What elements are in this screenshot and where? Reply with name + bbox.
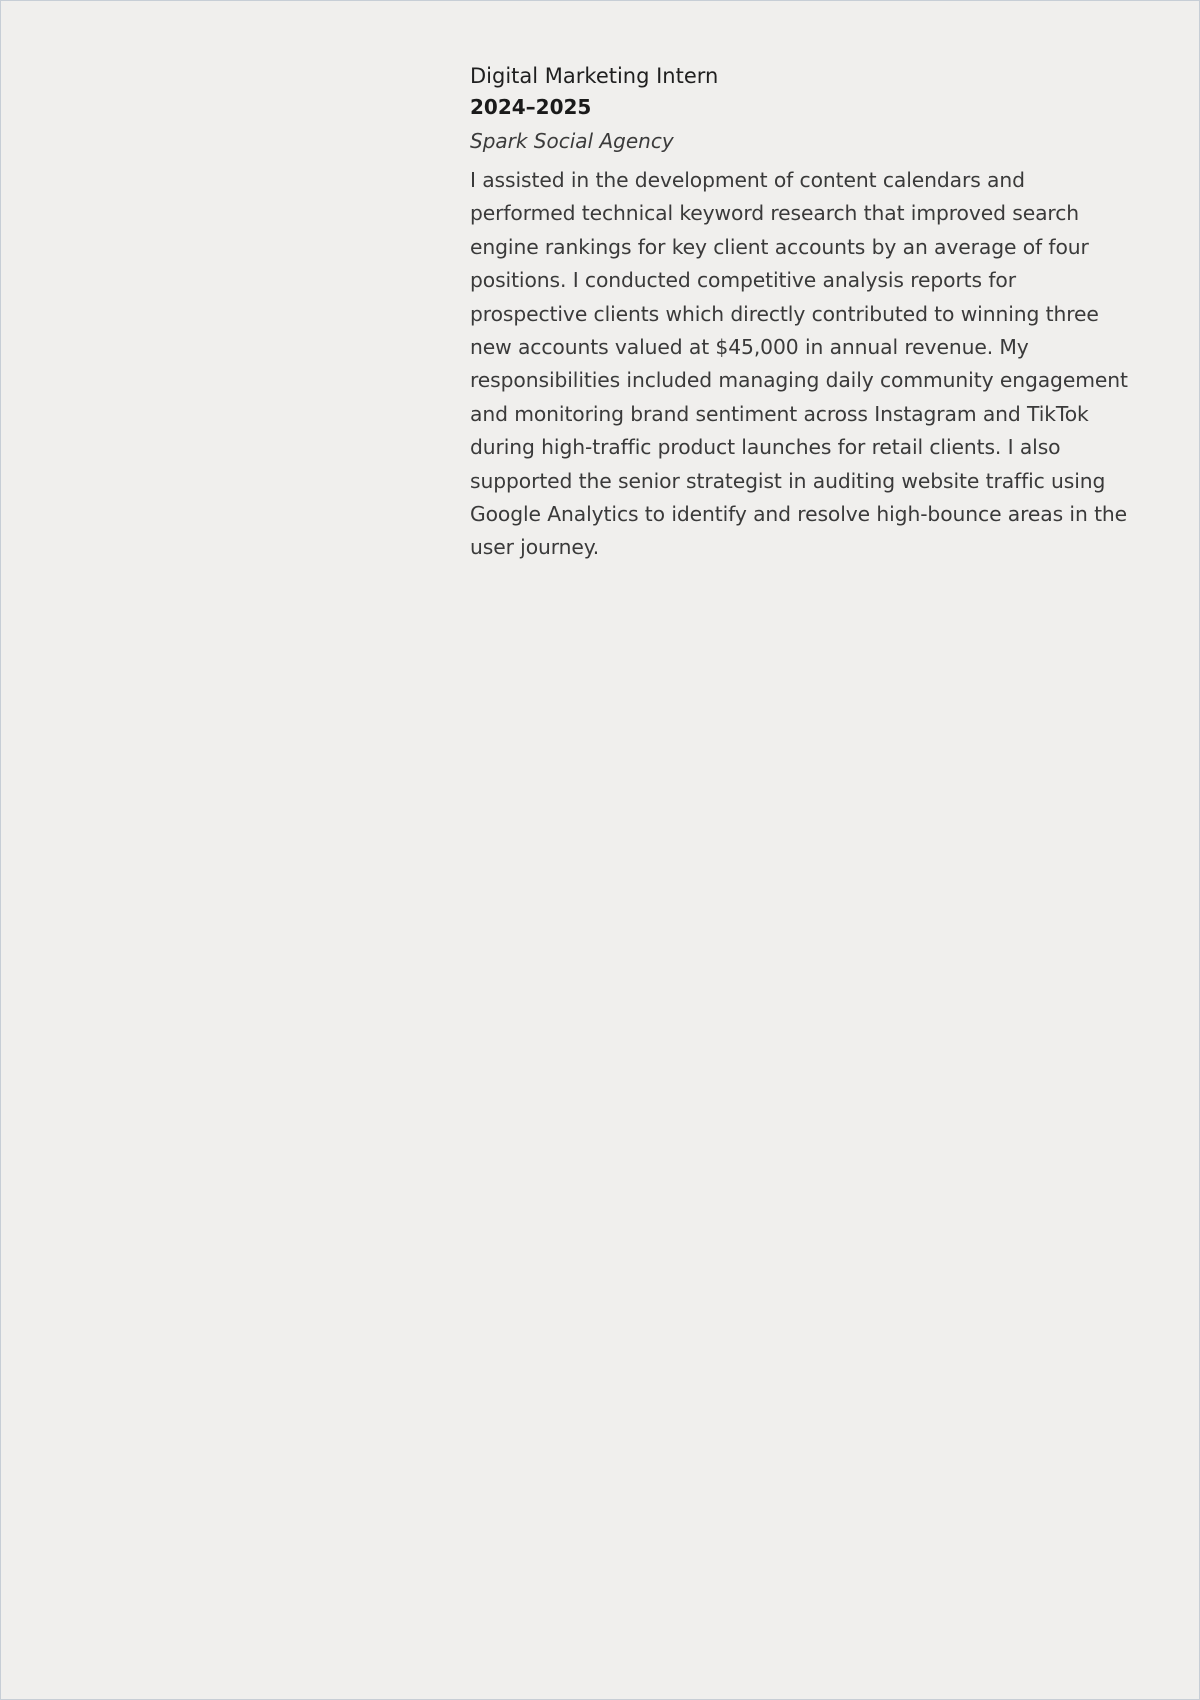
experience-entry [470, 61, 1130, 565]
job-title: Digital Marketing Intern [470, 64, 719, 88]
company-name: Spark Social Agency [470, 129, 674, 153]
employment-dates: 2024–2025 [470, 95, 592, 119]
job-description: I assisted in the development of content calendars and performed technical keyword research that improved search engine rankings for key client accounts by an average of four positions. I conducted competitive analysis reports for prospective clients which directly contributed to winning three new accounts valued at $45,000 in annual revenue. My responsibilities included managing daily community engagement and monitoring brand sentiment across Instagram and TikTok during high-traffic product launches for retail clients. I also supported the senior strategist in auditing website traffic using Google Analytics to identify and resolve high-bounce areas in the user journey. [470, 168, 1128, 560]
